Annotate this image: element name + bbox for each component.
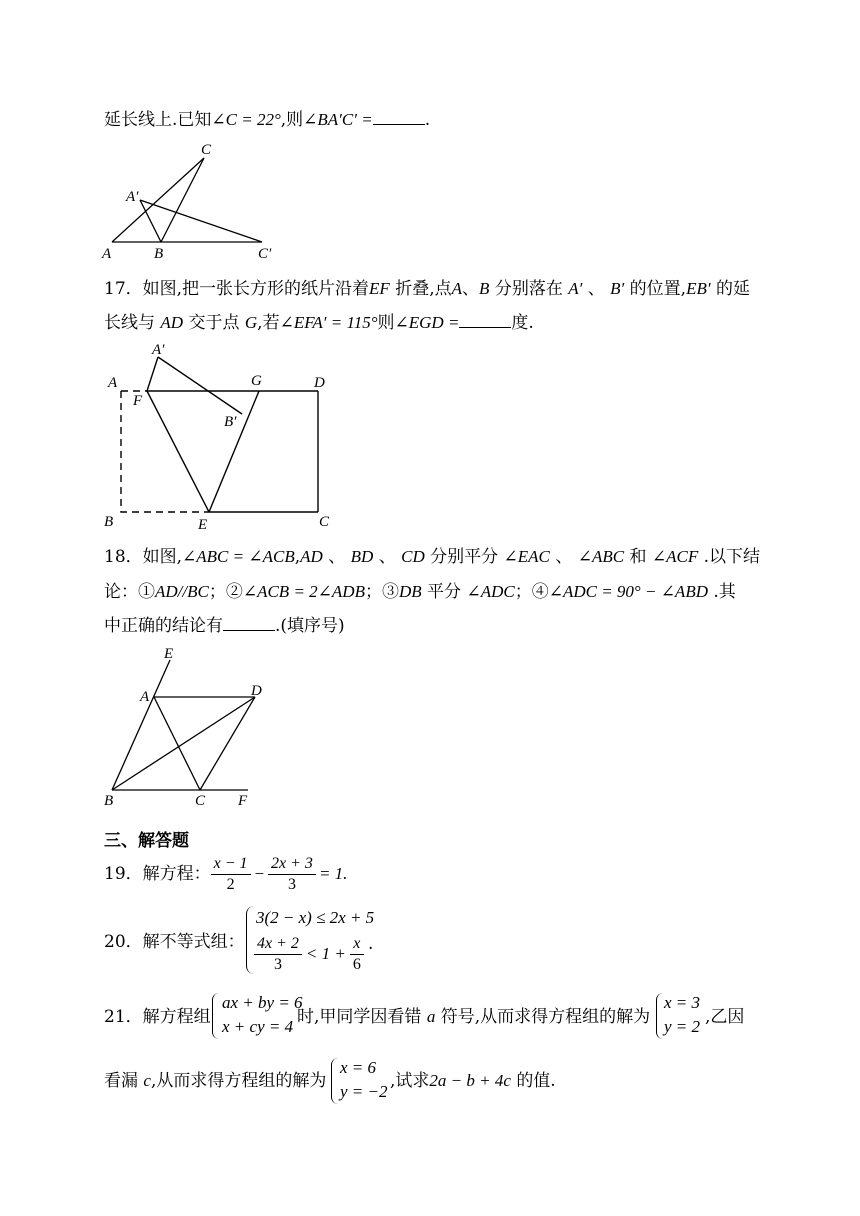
q20-row1: 3(2 − x) ≤ 2x + 5 — [256, 908, 375, 927]
q21-line2: 看漏 c,从而求得方程组的解为 — [104, 1071, 327, 1091]
label-A1: A′ — [126, 189, 139, 205]
label-C: C — [319, 514, 330, 530]
fraction: $\frac{4x + 2}{3}$ — [254, 934, 302, 975]
line-FA1 — [147, 357, 158, 391]
q21-sol2a: x = 6 — [340, 1058, 377, 1077]
q17-figure — [100, 340, 350, 532]
q19: 19．解方程： $\frac{x - 1}{2}$ − $\frac{2x + 3}{3}$ = 1. — [104, 854, 348, 893]
label-A: A — [102, 246, 112, 262]
label-C: C — [195, 793, 206, 809]
label-A: A — [108, 375, 118, 391]
dashed-ABE — [121, 391, 209, 512]
q18-figure — [100, 640, 270, 810]
line-DC — [200, 697, 255, 790]
label-B1: B′ — [224, 414, 237, 430]
line-A1B1 — [158, 357, 242, 414]
q21-label: 21．解方程组 — [104, 1007, 211, 1027]
line-FE — [147, 391, 209, 512]
q21-sol1b: y = 2 — [664, 1017, 701, 1036]
q17-line2: 长线与 AD 交于点 G,若∠EFA′ = 115°则∠EGD = 度. — [104, 313, 534, 333]
answer-blank — [373, 108, 425, 125]
label-E: E — [164, 646, 174, 662]
label-C1: C′ — [258, 246, 272, 262]
q18-line1: 18．如图,∠ABC = ∠ACB,AD 、 BD 、 CD 分别平分 ∠EAC 、 ∠ABC 和 ∠ACF .以下结 — [104, 547, 761, 567]
label-B: B — [154, 246, 164, 262]
q21-sys1: ax + by = 6 — [222, 993, 303, 1012]
q20-row2: $\frac{4x + 2}{3}$ < 1 + $\frac{x}{6}$ — [254, 930, 364, 978]
label-A1: A′ — [152, 342, 165, 358]
brace — [331, 1058, 340, 1104]
q16-figure — [100, 138, 290, 264]
fraction: $\frac{x - 1}{2}$ — [211, 854, 251, 895]
q21-sys2: x + cy = 4 — [222, 1017, 294, 1036]
q18-line2: 论：①AD//BC；②∠ACB = 2∠ADB；③DB 平分 ∠ADC；④∠ADC = 90° − ∠ABD .其 — [104, 582, 736, 602]
label-C: C — [201, 142, 212, 158]
fraction: $\frac{x}{6}$ — [350, 934, 364, 975]
label-A: A — [140, 689, 150, 705]
q20-label: 20．解不等式组： — [104, 932, 245, 952]
answer-blank — [223, 614, 275, 631]
label-F: F — [133, 393, 143, 409]
line-AC — [154, 697, 200, 790]
q20-end: . — [368, 934, 374, 954]
label-E: E — [198, 517, 208, 532]
q21-mid3: ,乙因 — [705, 1007, 745, 1027]
q21-sol2b: y = −2 — [340, 1082, 388, 1101]
q18-line3: 中正确的结论有 .(填序号) — [104, 616, 345, 636]
q16-text: 延长线上.已知∠C = 22°,则∠BA′C′ = . — [104, 110, 431, 130]
q17-line1: 17．如图,把一张长方形的纸片沿着EF 折叠,点A、B 分别落在 A′ 、 B′ 的位置,EB′ 的延 — [104, 279, 750, 299]
label-B: B — [104, 793, 114, 809]
label-F: F — [238, 793, 248, 809]
brace — [212, 993, 221, 1039]
line-BC — [161, 158, 204, 242]
label-D: D — [314, 375, 325, 391]
label-G: G — [251, 373, 262, 389]
q21-end: ,试求2a − b + 4c 的值. — [390, 1071, 556, 1091]
q21-sol1a: x = 3 — [664, 993, 701, 1012]
fraction: $\frac{2x + 3}{3}$ — [268, 854, 316, 895]
q21-mid: 时,甲同学因看错 a 符号,从而求得方程组的解为 — [297, 1007, 651, 1027]
label-B: B — [104, 514, 114, 530]
section-heading: 三、解答题 — [104, 831, 189, 851]
answer-blank — [459, 311, 511, 328]
label-D: D — [251, 683, 262, 699]
